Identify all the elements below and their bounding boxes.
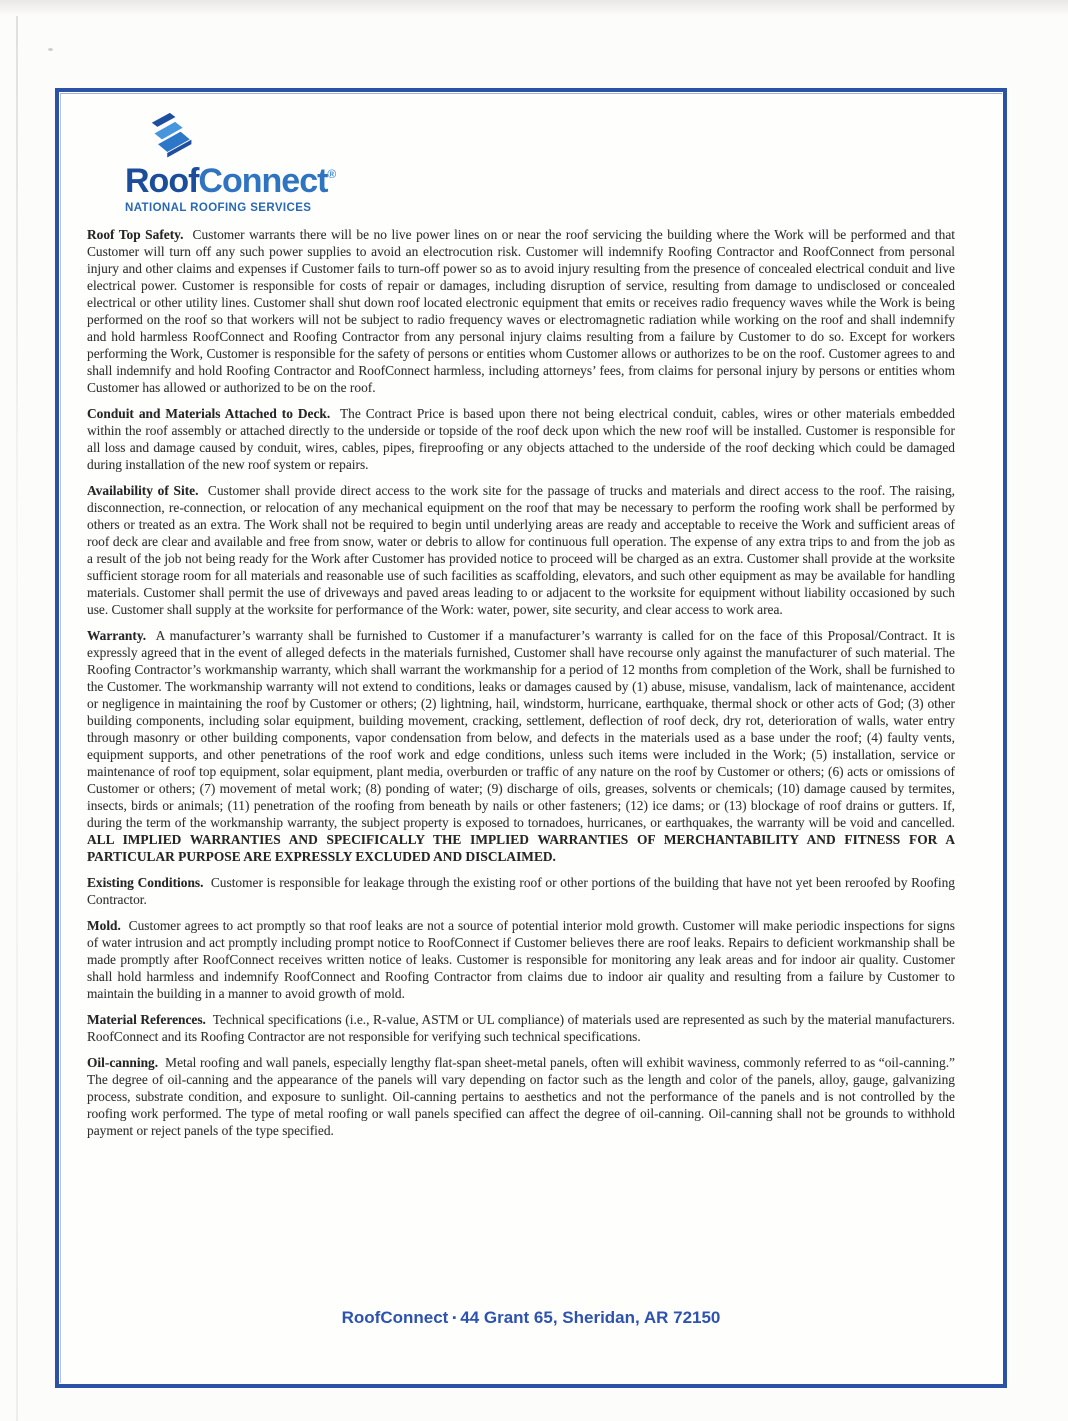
paragraph: Roof Top Safety. Customer warrants there will be no live power lines on or near the roof servicing the building where the Work will be performed and that Customer will turn off any such power supplies to avoid an electrocution risk. Customer will indemnify Roofing Contractor and RoofConnect from personal injury and other claims and expenses if Customer fails to turn-off power so as to avoid injury resulting from the presence of concealed electrical conduit and live electrical power. Customer is responsible for costs of repair or damages, including disruption of service, resulting from damage to undisclosed or concealed electrical or other utility lines. Customer shall shut down roof located electronic equipment that emits or receives radio frequency waves while the Work is being performed on the roof so that workers will not be subject to radio frequency waves or electromagnetic radiation while working on the roof and shall indemnify and hold harmless RoofConnect and Roofing Contractor from any personal injury claims resulting from a failure by Customer to do so. Except for workers performing the Work, Customer is responsible for the safety of persons or entities whom Customer allows or authorizes to be on the roof. Customer agrees to and shall indemnify and hold Roofing Contractor and RoofConnect harmless, including attorneys’ fees, from claims for personal injury by persons or entities whom Customer has allowed or authorized to be on the roof. <box>87 227 955 395</box>
document-body <box>87 226 955 1139</box>
paragraph-bold-suffix: ALL IMPLIED WARRANTIES AND SPECIFICALLY THE IMPLIED WARRANTIES OF MERCHANTABILITY AND FITNESS FOR A PARTICULAR PURPOSE ARE EXPRESSLY EXCLUDED AND DISCLAIMED. <box>87 832 955 864</box>
paragraph: Existing Conditions. Customer is responsible for leakage through the existing roof or other portions of the building that have not yet been reroofed by Roofing Contractor. <box>87 875 955 907</box>
footer-bullet-separator: ▪ <box>452 1312 457 1324</box>
registered-trademark-symbol: ® <box>327 167 337 181</box>
paragraph-heading: Warranty. <box>87 628 147 643</box>
paragraph: Conduit and Materials Attached to Deck. The Contract Price is based upon there not being electrical conduit, cables, wires or other materials embedded within the roof assembly or attached directly to the underside or topside of the roof deck upon which the new roof will be installed. Customer is responsible for all loss and damage caused by conduit, wires, cables, pipes, fireproofing or any objects attached to the underside of the roof decking which could be damaged during installation of the new roof system or repairs. <box>87 406 956 472</box>
scan-edge-top <box>0 0 1068 16</box>
paragraph: Mold. Customer agrees to act promptly so that roof leaks are not a source of potential interior mold growth. Customer will make periodic inspections for signs of water intrusion and act promptly including prompt notice to RoofConnect if Customer believes there are roof leaks. Repairs to deficient workmanship shall be made promptly after RoofConnect receives written notice of leaks. Customer is responsible for monitoring any leak areas and for indoor air quality. Customer shall hold harmless and indemnify RoofConnect and Roofing Contractor from claims due to indoor air quality and resulting from a failure by Customer to maintain the building in a manner to avoid growth of mold. <box>87 918 955 1001</box>
logo-word-roof: Roof <box>125 162 199 200</box>
paragraph-heading: Material References. <box>87 1012 206 1027</box>
paragraph-heading: Existing Conditions. <box>87 875 204 890</box>
footer-company: RoofConnect <box>341 1308 449 1327</box>
paragraph-heading: Mold. <box>87 918 121 933</box>
paragraph: Oil-canning. Metal roofing and wall panels, especially lengthy flat-span sheet-metal panels, often will exhibit waviness, commonly referred to as “oil-canning.” The degree of oil-canning and the appearance of the panels will vary depending on factor such as the length and color of the panels, alloy, gauge, galvanizing process, substrate condition, and exposure to sunlight. Oil-canning pertains to aesthetics and not the performance of the panels and is not controlled by the roofing work performed. The type of metal roofing or wall panels specified can affect the degree of oil-canning. Oil-canning shall not be grounds to withhold payment or reject panels of the type specified. <box>87 1055 955 1138</box>
paragraph: Material References. Technical specifications (i.e., R-value, ASTM or UL compliance) of materials used are represented as such by the material manufacturers. RoofConnect and its Roofing Contractor are not responsible for verifying such technical specifications. <box>87 1012 956 1044</box>
paragraph-heading: Conduit and Materials Attached to Deck. <box>87 406 331 421</box>
stacked-roof-panels-icon <box>141 110 197 162</box>
paragraph-heading: Availability of Site. <box>87 483 199 498</box>
document-content <box>59 92 1003 1384</box>
footer-address: 44 Grant 65, Sheridan, AR 72150 <box>460 1308 721 1327</box>
logo-tagline: NATIONAL ROOFING SERVICES <box>125 202 312 214</box>
paragraph: Availability of Site. Customer shall provide direct access to the work site for the passage of trucks and materials and direct access to the roof. The raising, disconnection, re-connection, or relocation of any mechanical equipment on the roof that may be necessary to perform the roofing work shall be performed by others or treated as an extra. The Work shall not be required to begin until underlying areas are ready and acceptable to receive the Work and sufficient areas of roof deck are clear and available and free from snow, water or debris to allow for continuous full operation. The expense of any extra trips to and from the job as a result of the job not being ready for the Work after Customer has provided notice to proceed will be charged as an extra. Customer shall provide at the worksite sufficient storage room for all materials and reasonable use of such facilities as scaffolding, elevators, and such other equipment as may be available for handling materials. Customer shall permit the use of driveways and paved areas leading to or adjacent to the worksite for equipment without liability occasioned by such use. Customer shall supply at the worksite for performance of the Work: water, power, site security, and clear access to work area. <box>87 483 956 617</box>
paragraph: Warranty. A manufacturer’s warranty shall be furnished to Customer if a manufacturer’s warranty is called for on the face of this Proposal/Contract. It is expressly agreed that in the event of alleged defects in the materials furnished, Customer shall have recourse only against the manufacturer of such material. The Roofing Contractor’s workmanship warranty, which shall warrant the workmanship for a period of 12 months from completion of the Work, shall be furnished to the Customer. The workmanship warranty will not extend to conditions, leaks or damages caused by (1) abuse, misuse, vandalism, lack of maintenance, accident or negligence in maintaining the roof by Customer or others; (2) lightning, hail, windstorm, hurricane, earthquake, thermal shock or other acts of God; (3) other building components, including solar equipment, building movement, cracking, settlement, deflection of roof deck, dry rot, deterioration of walls, water entry through masonry or other building components, vapor condensation from below, and defects in the materials used as a base under the roof; (4) faulty vents, equipment supports, and other penetrations of the roof work and edge conditions, unless such items were included in the Work; (5) installation, service or maintenance of roof top equipment, solar equipment, plant media, overburden or traffic of any nature on the roof by Customer or others; (6) acts or omissions of Customer or others; (7) movement of metal work; (8) ponding of water; (9) discharge of oils, greases, solvents or chemicals; (10) damage caused by termites, insects, birds or animals; (11) penetration of the roofing from beneath by nails or other fasteners; (12) ice dams; or (13) blockage of roof drains or gutters. If, during the term of the workmanship warranty, the subject property is exposed to tornadoes, hurricanes, or earthquakes, the warranty will be void and cancelled. ALL IMPLIED WARRANTIES AND SPECIFICALLY THE IMPLIED WARRANTIES OF MERCHANTABILITY AND FITNESS FOR A PARTICULAR PURPOSE ARE EXPRESSLY EXCLUDED AND DISCLAIMED. <box>87 628 955 864</box>
document-frame <box>55 88 1007 1388</box>
scan-speck <box>48 48 53 51</box>
logo-wordmark <box>125 164 955 198</box>
footer-address-line <box>59 1308 1003 1328</box>
paragraph-heading: Oil-canning. <box>87 1055 159 1070</box>
scan-edge-left <box>16 16 18 1421</box>
logo-word-connect: Connect <box>198 162 328 200</box>
paragraph-heading: Roof Top Safety. <box>87 227 184 242</box>
roofconnect-logo <box>125 110 955 214</box>
